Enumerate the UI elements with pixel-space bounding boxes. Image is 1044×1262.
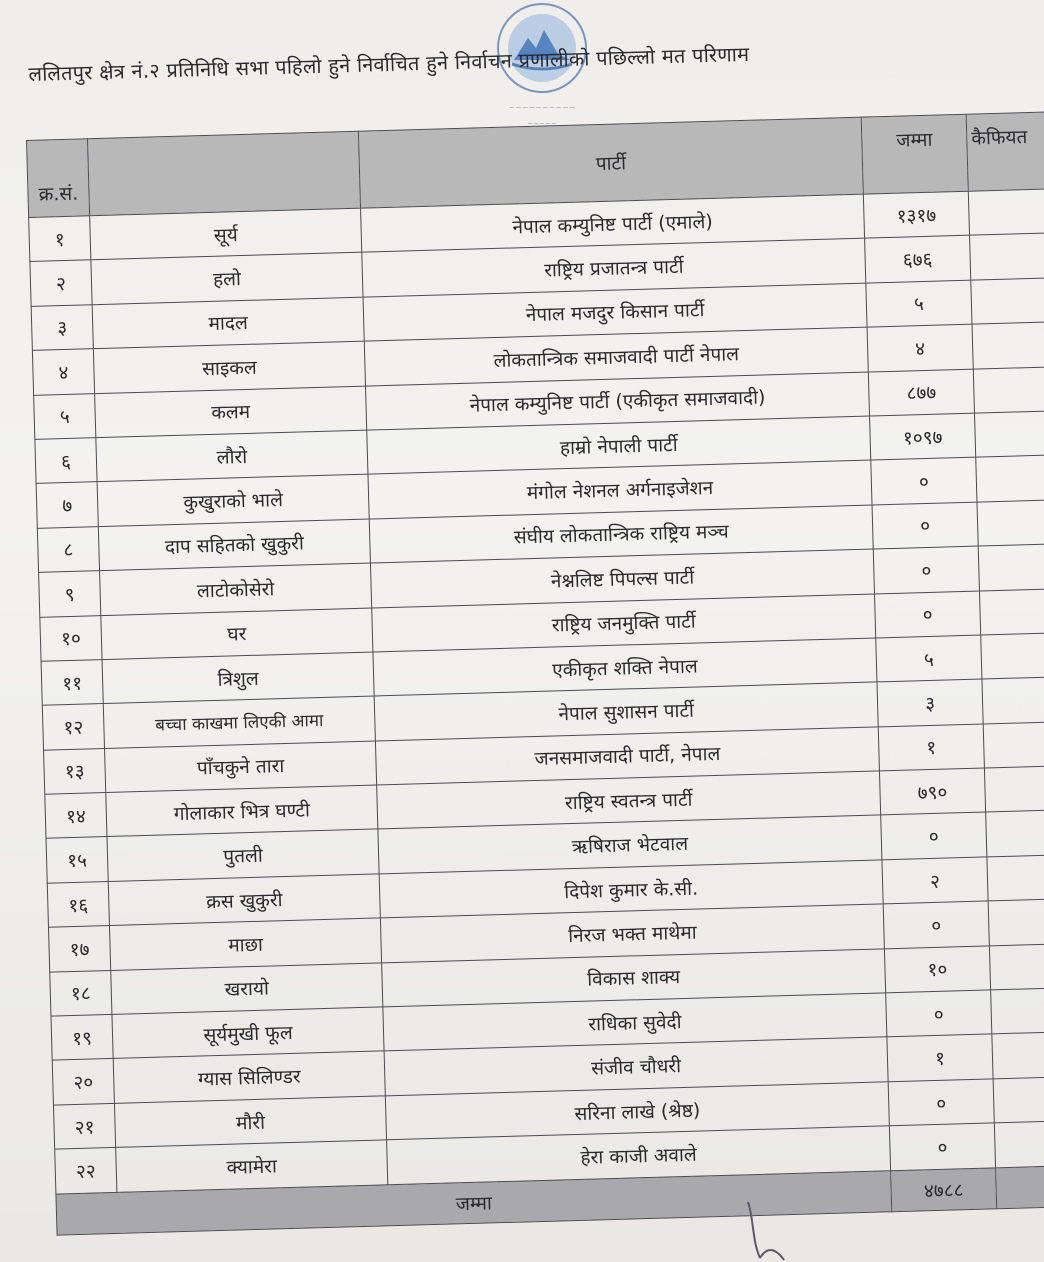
header-total: जम्मा [861, 114, 968, 194]
row-symbol: खरायो [111, 963, 383, 1015]
page-title: ललितपुर क्षेत्र नं.२ प्रतिनिधि सभा पहिलो हुने निर्वाचित हुने निर्वाचन प्रणालीको पछिल्लो मत परिणाम [28, 41, 750, 86]
row-remarks [989, 942, 1044, 990]
row-party: सरिना लाखे (श्रेष्ठ) [385, 1082, 889, 1140]
row-symbol: लौरो [96, 430, 368, 482]
row-serial: ६ [35, 438, 97, 484]
row-party: राष्ट्रिय प्रजातन्त्र पार्टी [362, 239, 866, 297]
row-party: ऋषिराज भेटवाल [378, 815, 882, 873]
row-votes: २ [882, 857, 988, 904]
row-party: नेश्नलिष्ट पिपल्स पार्टी [370, 549, 874, 607]
row-remarks [977, 499, 1044, 547]
row-symbol: पाँचकुने तारा [105, 741, 377, 793]
row-serial: ८ [37, 526, 99, 572]
pen-mark-icon [740, 1200, 800, 1262]
row-votes: ५ [876, 635, 982, 682]
row-remarks [974, 410, 1044, 458]
row-symbol: बच्चा काखमा लिएकी आमा [103, 696, 375, 748]
header-serial: क्र.सं. [27, 139, 90, 218]
row-votes: ० [873, 546, 979, 593]
results-table [26, 110, 1044, 1235]
row-votes: १० [884, 946, 990, 993]
row-votes: ० [871, 457, 977, 504]
row-remarks [991, 987, 1044, 1035]
row-serial: ३ [31, 304, 93, 350]
row-symbol: कलम [95, 386, 367, 438]
row-serial: १७ [48, 926, 110, 972]
total-remarks [996, 1164, 1044, 1208]
row-party: एकीकृत शक्ति नेपाल [373, 638, 877, 696]
row-remarks [984, 765, 1044, 813]
row-symbol: गोलाकार भित्र घण्टी [106, 785, 378, 837]
row-votes: १३१७ [863, 191, 969, 238]
total-label: जम्मा [56, 1170, 892, 1234]
row-serial: १३ [44, 748, 106, 794]
row-votes: ७९० [879, 768, 985, 815]
row-party: मंगोल नेशनल अर्गनाइजेशन [368, 460, 872, 518]
row-remarks [973, 365, 1044, 413]
row-party: विकास शाक्य [382, 948, 886, 1006]
row-symbol: लाटोकोसेरो [100, 563, 372, 615]
grand-total-value: ४७८८ [891, 1167, 997, 1211]
row-remarks [978, 543, 1044, 591]
row-symbol: क्रस खुकुरी [108, 874, 380, 926]
row-votes: ३ [877, 679, 983, 726]
row-party: संघीय लोकतान्त्रिक राष्ट्रिय मञ्च [369, 505, 873, 563]
row-serial: १९ [51, 1014, 113, 1060]
row-symbol: मादल [92, 297, 364, 349]
svg-text:~~~~~~~~~~: ~~~~~~~~~~ [508, 103, 576, 112]
row-remarks [987, 853, 1044, 901]
row-party: नेपाल मजदुर किसान पार्टी [363, 283, 867, 341]
row-votes: ८७७ [868, 369, 974, 416]
row-serial: २० [52, 1059, 114, 1105]
row-serial: २२ [55, 1148, 117, 1194]
row-remarks [988, 898, 1044, 946]
row-votes: ५ [866, 280, 972, 327]
row-votes: ० [886, 990, 992, 1037]
row-party: लोकतान्त्रिक समाजवादी पार्टी नेपाल [364, 327, 868, 385]
row-remarks [970, 232, 1044, 280]
row-votes: ० [883, 901, 989, 948]
row-serial: १० [40, 615, 102, 661]
row-remarks [986, 809, 1044, 857]
row-symbol: ग्यास सिलिण्डर [113, 1051, 385, 1103]
row-party: नेपाल कम्युनिष्ट पार्टी (एकीकृत समाजवादी) [365, 372, 869, 430]
header-remarks: कैफियत [966, 111, 1044, 191]
row-serial: २ [30, 260, 92, 306]
row-symbol: क्यामेरा [116, 1140, 388, 1192]
row-votes: ० [888, 1079, 994, 1126]
row-votes: १ [878, 724, 984, 771]
row-serial: १ [29, 216, 91, 262]
header-party: पार्टी [358, 117, 863, 208]
row-serial: १२ [42, 704, 104, 750]
row-remarks [994, 1120, 1044, 1168]
row-serial: १४ [45, 793, 107, 839]
row-symbol: सूर्यमुखी फूल [112, 1007, 384, 1059]
row-symbol: घर [101, 608, 373, 660]
row-party: राष्ट्रिय जनमुक्ति पार्टी [372, 594, 876, 652]
row-votes: ६७६ [865, 236, 971, 283]
row-symbol: साइकल [93, 341, 365, 393]
svg-text:~~~~~: ~~~~~ [527, 120, 557, 128]
row-votes: १०९७ [870, 413, 976, 460]
row-remarks [992, 1031, 1044, 1079]
row-symbol: पुतली [107, 829, 379, 881]
row-remarks [976, 454, 1044, 502]
row-serial: १६ [47, 881, 109, 927]
row-serial: १५ [46, 837, 108, 883]
row-remarks [982, 676, 1044, 724]
row-party: हेरा काजी अवाले [387, 1126, 891, 1184]
row-symbol: त्रिशुल [102, 652, 374, 704]
row-party: निरज भक्त माथेमा [380, 904, 884, 962]
row-symbol: हलो [91, 253, 363, 305]
row-votes: ० [881, 812, 987, 859]
row-remarks [972, 321, 1044, 369]
row-serial: ४ [32, 349, 94, 395]
row-serial: ९ [39, 571, 101, 617]
row-serial: १८ [50, 970, 112, 1016]
row-party: नेपाल सुशासन पार्टी [374, 682, 878, 740]
row-party: संजीव चौधरी [384, 1037, 888, 1095]
row-symbol: माछा [109, 918, 381, 970]
row-symbol: मौरी [114, 1096, 386, 1148]
row-party: राधिका सुवेदी [383, 993, 887, 1051]
row-serial: ११ [41, 659, 103, 705]
row-votes: ४ [867, 324, 973, 371]
row-symbol: कुखुराको भाले [97, 474, 369, 526]
row-votes: १ [887, 1034, 993, 1081]
row-serial: ७ [36, 482, 98, 528]
row-remarks [981, 632, 1044, 680]
row-symbol: सूर्य [90, 208, 362, 260]
row-party: दिपेश कुमार के.सी. [379, 860, 883, 918]
row-remarks [968, 188, 1044, 236]
table-body [29, 188, 1044, 1194]
row-symbol: दाप सहितको खुकुरी [98, 519, 370, 571]
row-serial: ५ [34, 393, 96, 439]
row-party: राष्ट्रिय स्वतन्त्र पार्टी [377, 771, 881, 829]
row-remarks [979, 587, 1044, 635]
results-table-wrap [26, 111, 1044, 1235]
row-remarks [983, 720, 1044, 768]
row-votes: ० [874, 591, 980, 638]
row-party: नेपाल कम्युनिष्ट पार्टी (एमाले) [361, 194, 865, 252]
row-remarks [971, 277, 1044, 325]
header-symbol [87, 131, 360, 216]
row-party: जनसमाजवादी पार्टी, नेपाल [375, 727, 879, 785]
row-party: हाम्रो नेपाली पार्टी [367, 416, 871, 474]
row-serial: २१ [53, 1103, 115, 1149]
row-remarks [993, 1075, 1044, 1123]
row-votes: ० [872, 502, 978, 549]
row-votes: ० [889, 1123, 995, 1170]
